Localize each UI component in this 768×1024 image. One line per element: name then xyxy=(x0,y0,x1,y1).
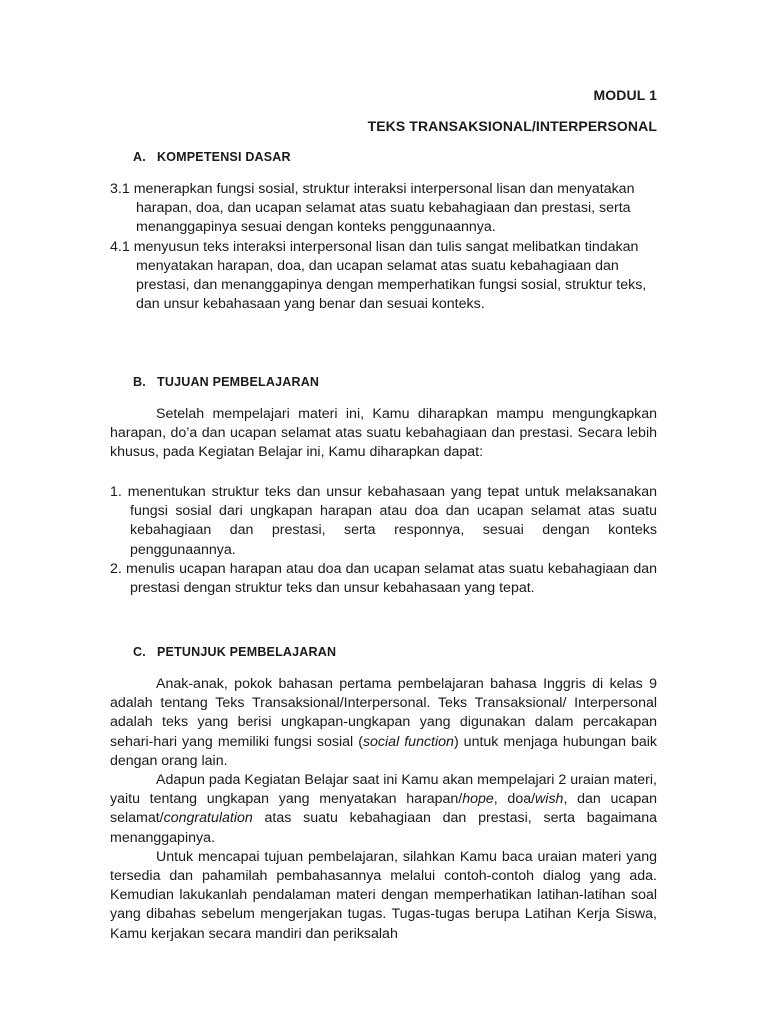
item-text: menerapkan fungsi sosial, struktur interaksi interpersonal lisan dan menyatakan harapan, doa, dan ucapan selamat atas suatu kebahagiaan dan prestasi, serta menanggapinya sesuai dengan konteks penggunaannya. xyxy=(133,181,635,236)
paragraph-text: Anak-anak, pokok bahasan pertama pembelajaran bahasa Inggris di kelas 9 adalah tentang Teks Transaksional/Interpersonal. Teks Transaksional/ Interpersonal adalah teks yang berisi ungkapan-ungkapan yang digunakan dalam percakapan sehari-hari yang memiliki fungsi sosial ( xyxy=(110,676,657,750)
paragraph-text: , dan ucapan selamat/ xyxy=(110,791,658,827)
section-heading-a xyxy=(133,150,291,164)
instructions-body xyxy=(110,675,657,944)
competency-item xyxy=(110,180,650,238)
paragraph-text: Untuk mencapai tujuan pembelajaran, silahkan Kamu baca uraian materi yang tersedia dan pahamilah pembahasannya melalui contoh-contoh dialog yang ada. Kemudian lakukanlah pendalaman materi dengan memperhatikan latihan-latihan soal yang dibahas sebelum mengerjakan tugas. Tugas-tugas berupa Latihan Kerja Siswa, Kamu kerjakan secara mandiri dan periksalah xyxy=(110,848,657,942)
competency-item xyxy=(110,238,650,315)
instruction-paragraph xyxy=(110,848,657,944)
item-text: menentukan struktur teks dan unsur kebahasaan yang tepat untuk melaksanakan fungsi sosial dari ungkapan harapan atau doa dan ucapan selamat atas suatu kebahagiaan dan prestasi, serta responnya, sesuai dengan konteks penggunaannya. xyxy=(127,484,657,558)
item-text: menulis ucapan harapan atau doa dan ucapan selamat atas suatu kebahagiaan dan prestasi dengan struktur teks dan unsur kebahasaan yang tepat. xyxy=(126,560,657,597)
objective-item xyxy=(110,483,657,560)
paragraph-text: ) untuk menjaga hubungan baik dengan orang lain. xyxy=(110,733,657,769)
paragraph-text: , doa/ xyxy=(493,791,536,808)
page-title: TEKS TRANSAKSIONAL/INTERPERSONAL xyxy=(367,118,657,134)
italic-term: hope xyxy=(462,791,494,808)
objective-item xyxy=(110,560,657,598)
item-number: 4.1 xyxy=(110,238,130,255)
item-number: 3.1 xyxy=(110,181,130,197)
section-letter: A. xyxy=(133,150,146,164)
section-title: TUJUAN PEMBELAJARAN xyxy=(157,375,320,389)
module-label: MODUL 1 xyxy=(593,87,657,103)
objective-list xyxy=(110,483,657,598)
section-title: PETUNJUK PEMBELAJARAN xyxy=(157,645,337,659)
section-heading-c xyxy=(133,645,336,659)
section-heading-b xyxy=(133,375,319,389)
competency-list xyxy=(110,180,650,314)
section-title: KOMPETENSI DASAR xyxy=(157,150,291,164)
italic-term: social function xyxy=(362,733,454,750)
italic-term: wish xyxy=(535,791,564,808)
instruction-paragraph xyxy=(110,675,657,771)
paragraph-text: Adapun pada Kegiatan Belajar saat ini Kamu akan mempelajari 2 uraian materi, yaitu tentang ungkapan yang menyatakan harapan/ xyxy=(110,772,657,808)
section-letter: B. xyxy=(133,375,146,389)
item-text: menyusun teks interaksi interpersonal lisan dan tulis sangat melibatkan tindakan menyatakan harapan, doa, dan ucapan selamat atas suatu kebahagiaan dan prestasi, dan menanggapinya dengan memperhatikan fungsi sosial, struktur teks, dan unsur kebahasaan yang benar dan sesuai konteks. xyxy=(133,238,647,313)
objective-intro: Setelah mempelajari materi ini, Kamu diharapkan mampu mengungkapkan harapan, do’a dan ucapan selamat atas suatu kebahagiaan dan prestasi. Secara lebih khusus, pada Kegiatan Belajar ini, Kamu diharapkan dapat: xyxy=(110,406,657,461)
item-number: 2. xyxy=(110,560,122,577)
instruction-paragraph xyxy=(110,771,657,848)
paragraph-text: atas suatu kebahagiaan dan prestasi, serta bagaimana menanggapinya. xyxy=(110,810,657,846)
section-letter: C. xyxy=(133,645,146,659)
item-number: 1. xyxy=(110,484,122,500)
italic-term: congratulation xyxy=(163,810,253,827)
